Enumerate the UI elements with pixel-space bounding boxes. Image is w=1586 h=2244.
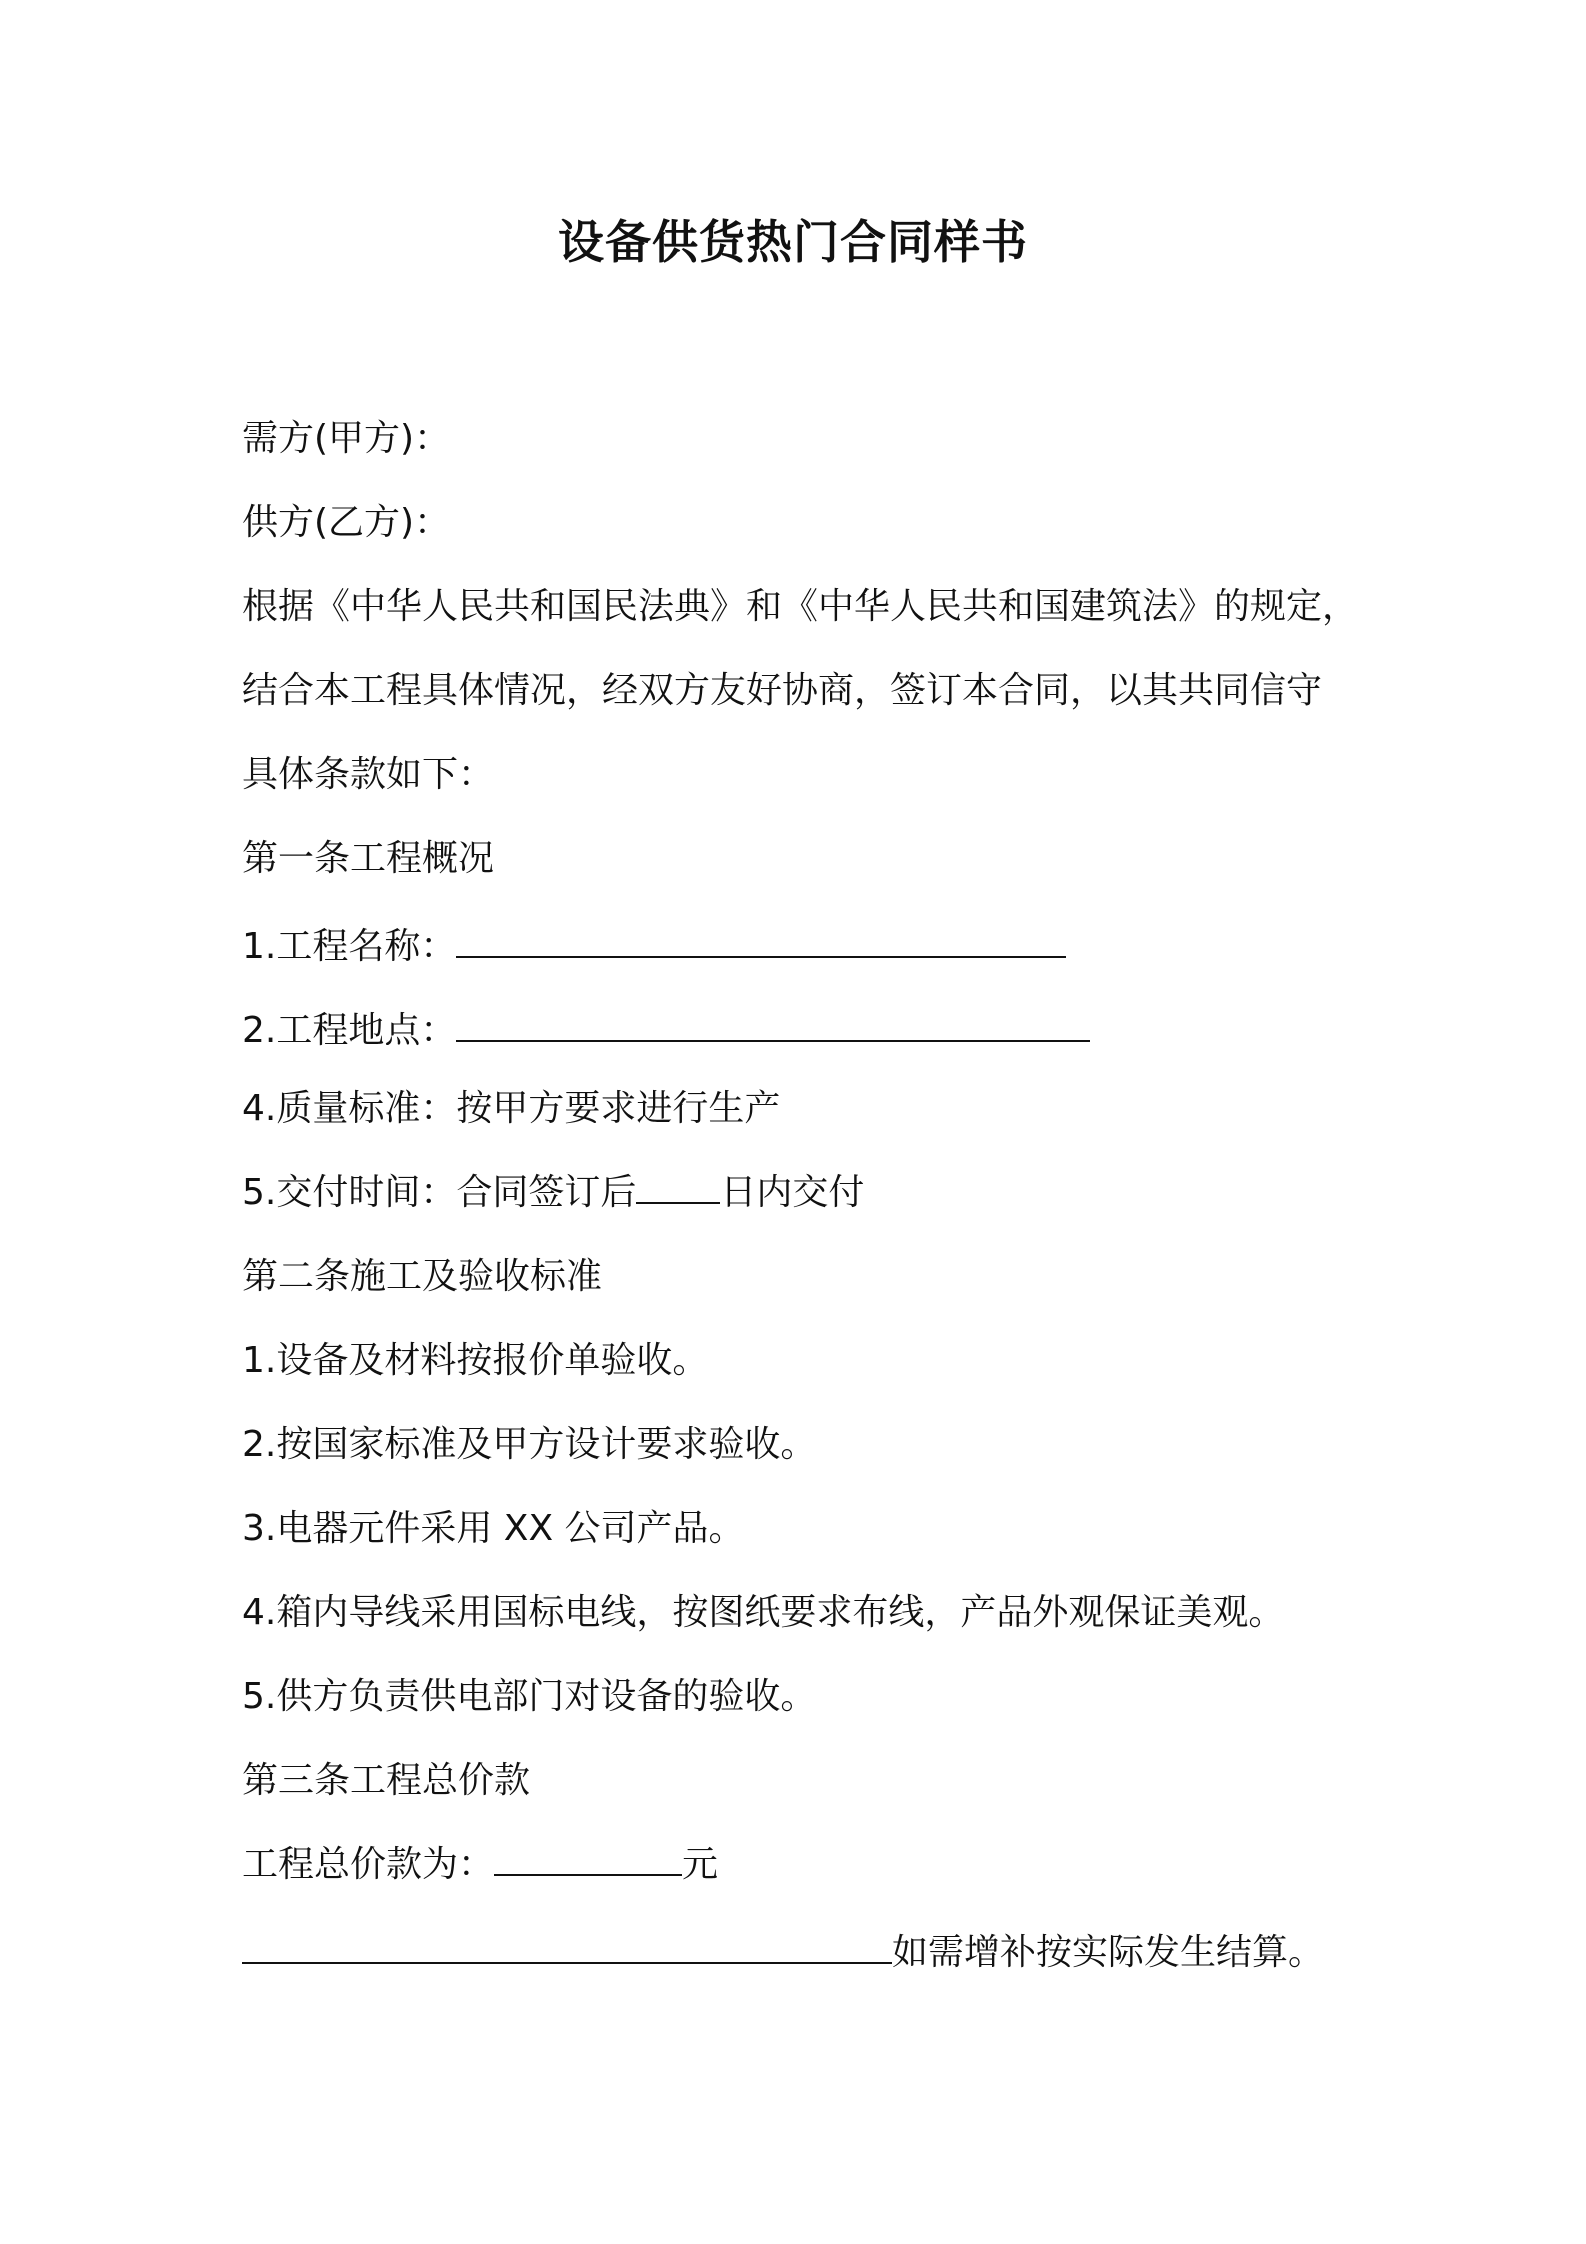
article-2-item-5: 5.供方负责供电部门对设备的验收。 (242, 1676, 817, 1717)
article-2-item-4: 4.箱内导线采用国标电线，按图纸要求布线，产品外观保证美观。 (242, 1592, 1285, 1633)
article-3-heading: 第三条工程总价款 (242, 1760, 531, 1801)
settlement-suffix: 如需增补按实际发生结算。 (892, 1932, 1325, 1973)
party-a-line: 需方(甲方)： (242, 418, 451, 459)
intro-line-1: 根据《中华人民共和国民法典》和《中华人民共和国建筑法》的规定， (242, 586, 1359, 627)
total-price-line (242, 1840, 718, 1890)
project-name-label: 1.工程名称： (242, 926, 457, 967)
article-1-heading: 第一条工程概况 (242, 838, 495, 879)
total-price-blank (494, 1840, 682, 1876)
delivery-days-blank (636, 1168, 720, 1204)
total-price-prefix: 工程总价款为： (242, 1844, 495, 1885)
settlement-blank (242, 1928, 892, 1964)
delivery-time-suffix: 日内交付 (720, 1172, 865, 1213)
document-title: 设备供货热门合同样书 (558, 215, 1028, 269)
total-price-suffix: 元 (682, 1844, 719, 1885)
intro-line-3: 具体条款如下： (242, 754, 495, 795)
project-name-blank (456, 922, 1066, 958)
project-location-blank (456, 1006, 1090, 1042)
article-2-item-1: 1.设备及材料按报价单验收。 (242, 1340, 709, 1381)
project-name-line (242, 922, 1066, 972)
quality-standard-line: 4.质量标准：按甲方要求进行生产 (242, 1088, 781, 1129)
intro-line-2: 结合本工程具体情况，经双方友好协商，签订本合同，以其共同信守 (242, 670, 1323, 711)
party-b-line: 供方(乙方)： (242, 502, 451, 543)
article-2-item-3: 3.电器元件采用 XX 公司产品。 (242, 1508, 745, 1549)
project-location-label: 2.工程地点： (242, 1010, 457, 1051)
delivery-time-line (242, 1168, 864, 1218)
project-location-line (242, 1006, 1090, 1056)
article-2-heading: 第二条施工及验收标准 (242, 1256, 603, 1297)
delivery-time-prefix: 5.交付时间：合同签订后 (242, 1172, 637, 1213)
settlement-line (242, 1928, 1324, 1978)
article-2-item-2: 2.按国家标准及甲方设计要求验收。 (242, 1424, 817, 1465)
